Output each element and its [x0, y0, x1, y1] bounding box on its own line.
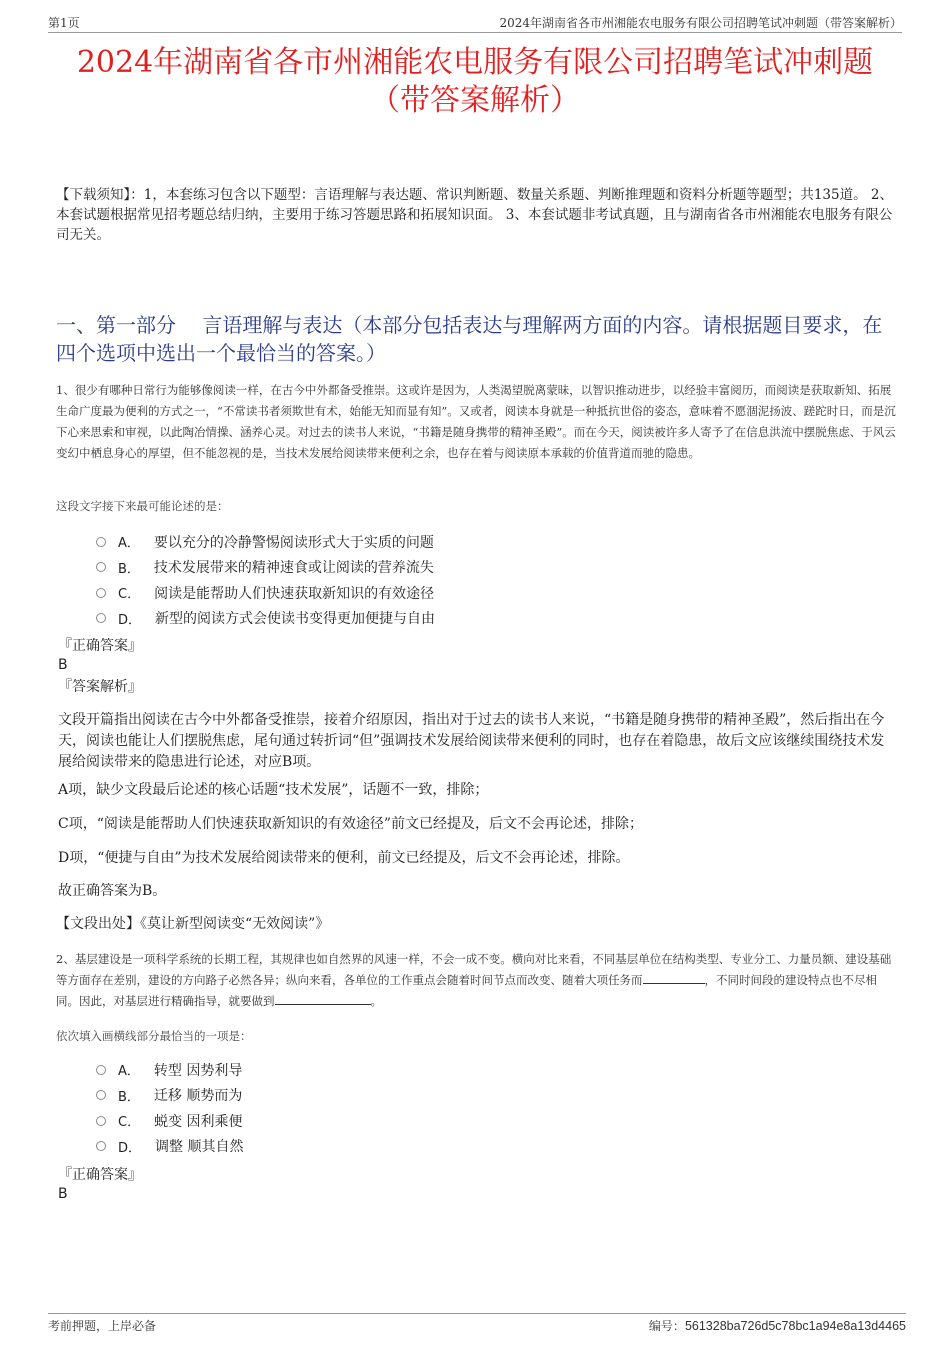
- question-2-options: [96, 1057, 890, 1159]
- blank-2: [275, 992, 371, 1005]
- q1-analysis-a: A项，缺少文段最后论述的核心话题“技术发展”，话题不一致，排除；: [58, 782, 489, 798]
- q1-analysis-c: C项，“阅读是能帮助人们快速获取新知识的有效途径”前文已经提及，后文不会再论述，排除；: [58, 816, 644, 832]
- q2-answer-value: B: [58, 1186, 68, 1202]
- footer-slogan: 考前押题，上岸必备: [48, 1319, 157, 1333]
- q1-analysis-d: D项，“便捷与自由”为技术发展给阅读带来的便利，前文已经提及，后文不会再论述，排除。: [58, 850, 630, 866]
- option-letter: C．: [118, 1115, 141, 1131]
- page-number: 第1页: [48, 16, 80, 30]
- q2-text-part-2: ，不同时间段的建设特点也不尽相同。因此，对基层进行精确指导，就要做到: [56, 973, 877, 1008]
- footer-id-value: 561328ba726d5c78bc1a94e8a13d4465: [684, 1319, 906, 1333]
- option-letter: B．: [118, 561, 140, 577]
- q2-option-c[interactable]: [96, 1108, 890, 1134]
- radio-icon[interactable]: [96, 537, 106, 547]
- question-1-stem: 这段文字接下来最可能论述的是：: [56, 499, 229, 513]
- radio-icon[interactable]: [96, 613, 106, 623]
- option-text: 转型 因势利导: [153, 1062, 243, 1079]
- title-line-2: （带答案解析）: [370, 83, 580, 118]
- q1-source: 【文段出处】《莫让新型阅读变“无效阅读”》: [56, 916, 330, 932]
- option-text: 要以充分的冷静警惕阅读形式大于实质的问题: [153, 534, 434, 551]
- option-text: 新型的阅读方式会使读书变得更加便捷与自由: [155, 611, 436, 628]
- q1-option-c[interactable]: [96, 580, 890, 606]
- q2-text-part-1: 2、基层建设是一项科学系统的长期工程，其规律也如自然界的风速一样，不会一成不变。横向对比来看，不同基层单位在结构类型、专业分工、力量员额、建设基础等方面存在差别，建设的方向路子必然各异；纵向来看，各单位的工作重点会随着时间节点而改变、随着大项任务而: [56, 952, 892, 987]
- radio-icon[interactable]: [96, 588, 106, 598]
- option-letter: D．: [118, 612, 142, 628]
- blank-1: [643, 971, 705, 984]
- q2-option-a[interactable]: [96, 1057, 890, 1083]
- question-2-text: [56, 949, 898, 1012]
- q1-option-d[interactable]: [96, 606, 890, 632]
- q1-answer-value: B: [58, 657, 68, 673]
- document-title: [40, 44, 910, 120]
- q2-option-d[interactable]: [96, 1134, 890, 1160]
- section-heading: 一、第一部分 言语理解与表达（本部分包括表达与理解两方面的内容。请根据题目要求，在四个选项中选出一个最恰当的答案。）: [56, 313, 883, 365]
- option-text: 调整 顺其自然: [155, 1139, 244, 1156]
- q2-text-part-3: 。: [370, 994, 382, 1008]
- footer-id-label: 编号：: [648, 1319, 685, 1333]
- option-letter: A．: [118, 1064, 140, 1080]
- option-letter: D．: [118, 1140, 142, 1156]
- page-header: [48, 14, 902, 33]
- title-line-1: 2024年湖南省各市州湘能农电服务有限公司招聘笔试冲刺题: [76, 45, 874, 80]
- radio-icon[interactable]: [96, 562, 106, 572]
- page-footer: [48, 1313, 906, 1334]
- q2-option-b[interactable]: [96, 1083, 890, 1109]
- q1-analysis-paragraph: 文段开篇指出阅读在古今中外都备受推崇，接着介绍原因，指出对于过去的读书人来说，“书籍是随身携带的精神圣殿”，然后指出在今天，阅读也能让人们摆脱焦虑，尾句通过转折词“但”强调技术发展给阅读带来便利的同时，也存在着隐患，故后文应该继续围绕技术发展给阅读带来的隐患进行论述，对应B项。: [58, 712, 885, 770]
- header-doc-title: 2024年湖南省各市州湘能农电服务有限公司招聘笔试冲刺题（带答案解析）: [499, 16, 902, 30]
- radio-icon[interactable]: [96, 1065, 106, 1075]
- q1-option-a[interactable]: [96, 529, 890, 555]
- option-letter: C．: [118, 587, 141, 603]
- q1-analysis-label: 『答案解析』: [58, 679, 142, 695]
- q2-answer-label: 『正确答案』: [58, 1167, 142, 1183]
- option-letter: A．: [118, 536, 140, 552]
- option-letter: B．: [118, 1089, 140, 1105]
- download-notice: 【下载须知】：1，本套练习包含以下题型：言语理解与表达题、常识判断题、数量关系题、判断推理题和资料分析题等题型；共135道。 2、本套试题根据常见招考题总结归纳，主要用于练习答题思路和拓展知识面。 3、本套试题非考试真题，且与湖南省各市州湘能农电服务有限公司无关。: [56, 187, 893, 243]
- question-2-stem: 依次填入画横线部分最恰当的一项是：: [56, 1029, 252, 1043]
- footer-doc-id: [649, 1317, 906, 1334]
- radio-icon[interactable]: [96, 1141, 106, 1151]
- question-1-text: 1、很少有哪种日常行为能够像阅读一样，在古今中外都备受推崇。这或许是因为，人类渴望脱离蒙昧，以智识推动进步，以经验丰富阅历，而阅读是获取新知、拓展生命广度最为便利的方式之一，“不常读书者须欺世有术，始能无知而显有知”。又或者，阅读本身就是一种抵抗世俗的姿态，意味着不愿涸泥扬波、蹉跎时日，而是沉下心来思索和审视，以此陶冶情操、涵养心灵。对过去的读书人来说，“书籍是随身携带的精神圣殿”。而在今天，阅读被许多人寄予了在信息洪流中摆脱焦虑、于风云变幻中栖息身心的厚望，但不能忽视的是，当技术发展给阅读带来便利之余，也存在着与阅读原本承载的价值背道而驰的隐患。: [56, 383, 896, 460]
- option-text: 蜕变 因利乘便: [154, 1113, 243, 1130]
- radio-icon[interactable]: [96, 1116, 106, 1126]
- q1-analysis-conclusion: 故正确答案为B。: [58, 883, 167, 899]
- option-text: 技术发展带来的精神速食或让阅读的营养流失: [153, 560, 434, 577]
- radio-icon[interactable]: [96, 1090, 106, 1100]
- q1-option-b[interactable]: [96, 555, 890, 581]
- question-1-options: [96, 529, 890, 631]
- q1-answer-label: 『正确答案』: [58, 638, 142, 654]
- option-text: 迁移 顺势而为: [153, 1088, 243, 1105]
- option-text: 阅读是能帮助人们快速获取新知识的有效途径: [154, 585, 435, 602]
